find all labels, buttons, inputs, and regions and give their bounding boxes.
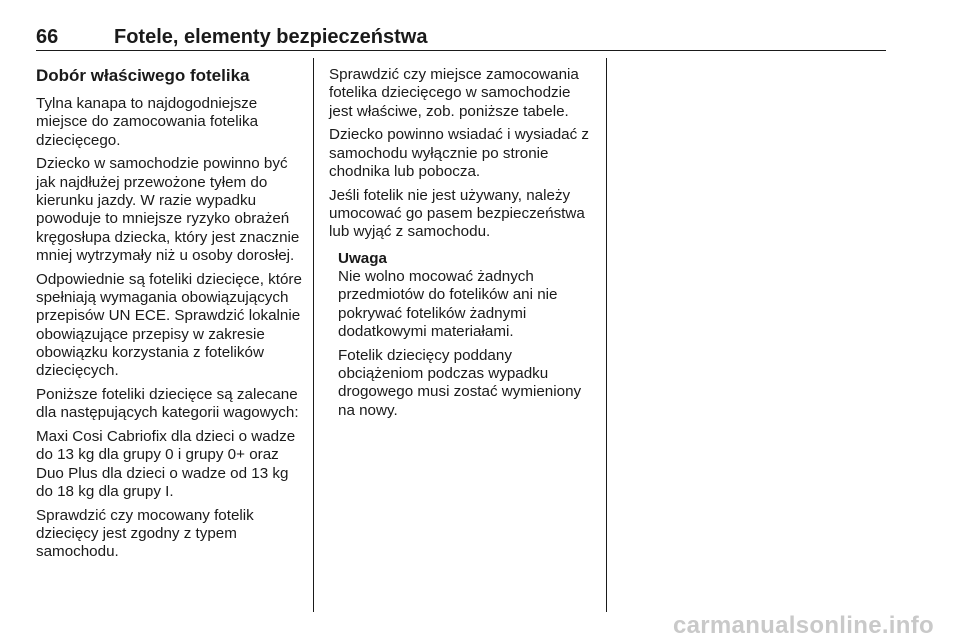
paragraph: Sprawdzić czy mocowany fotelik dziecięcy jest zgodny z typem samochodu. bbox=[36, 506, 254, 561]
page-header bbox=[36, 26, 886, 51]
note-paragraph: Fotelik dziecięcy poddany obciążeniom podczas wypadku drogowego musi zostać wymieniony na nowy. bbox=[338, 346, 582, 419]
column-divider-2 bbox=[606, 58, 607, 612]
paragraph: Odpowiednie są foteliki dziecięce, które spełniają wymagania obowiązujących przepisów UN ECE. Sprawdzić lokalnie obowiązujące przepisy w zakresie obowiązku korzystania z fotelików dziecięcych. bbox=[36, 270, 302, 380]
page-number: 66 bbox=[36, 26, 59, 48]
watermark: carmanualsonline.info bbox=[672, 612, 934, 639]
note-title: Uwaga bbox=[338, 249, 387, 267]
paragraph: Dziecko w samochodzie powinno być jak najdłużej przewożone tyłem do kierunku jazdy. W razie wypadku powoduje to mniejsze ryzyko obrażeń kręgosłupa dziecka, który jest znacznie mniej wytrzymały niż u osoby dorosłej. bbox=[36, 155, 300, 264]
chapter-title: Fotele, elementy bezpieczeństwa bbox=[114, 26, 428, 48]
paragraph: Maxi Cosi Cabriofix dla dzieci o wadze do 13 kg dla grupy 0 i grupy 0+ oraz Duo Plus dla dzieci o wadze od 13 kg do 18 kg dla grupy I. bbox=[36, 428, 296, 500]
paragraph: Poniższe foteliki dziecięce są zalecane dla następujących kategorii wagowych: bbox=[36, 385, 299, 422]
paragraph: Jeśli fotelik nie jest używany, należy umocować go pasem bezpieczeństwa lub wyjąć z samochodu. bbox=[329, 186, 585, 241]
warning-note bbox=[338, 250, 595, 420]
section-title: Dobór właściwego fotelika bbox=[36, 66, 250, 85]
column-2 bbox=[329, 66, 595, 425]
column-1 bbox=[36, 66, 302, 567]
column-divider-1 bbox=[313, 58, 314, 612]
paragraph: Dziecko powinno wsiadać i wysiadać z samochodu wyłącznie po stronie chodnika lub pobocza. bbox=[329, 126, 589, 180]
paragraph: Tylna kanapa to najdogodniejsze miejsce do zamocowania fotelika dziecięcego. bbox=[36, 95, 259, 149]
paragraph: Sprawdzić czy miejsce zamocowania fotelika dziecięcego w samochodzie jest właściwe, zob. poniższe tabele. bbox=[329, 66, 579, 120]
note-paragraph: Nie wolno mocować żadnych przedmiotów do fotelików ani nie pokrywać fotelików żadnymi dodatkowymi materiałami. bbox=[338, 267, 558, 340]
